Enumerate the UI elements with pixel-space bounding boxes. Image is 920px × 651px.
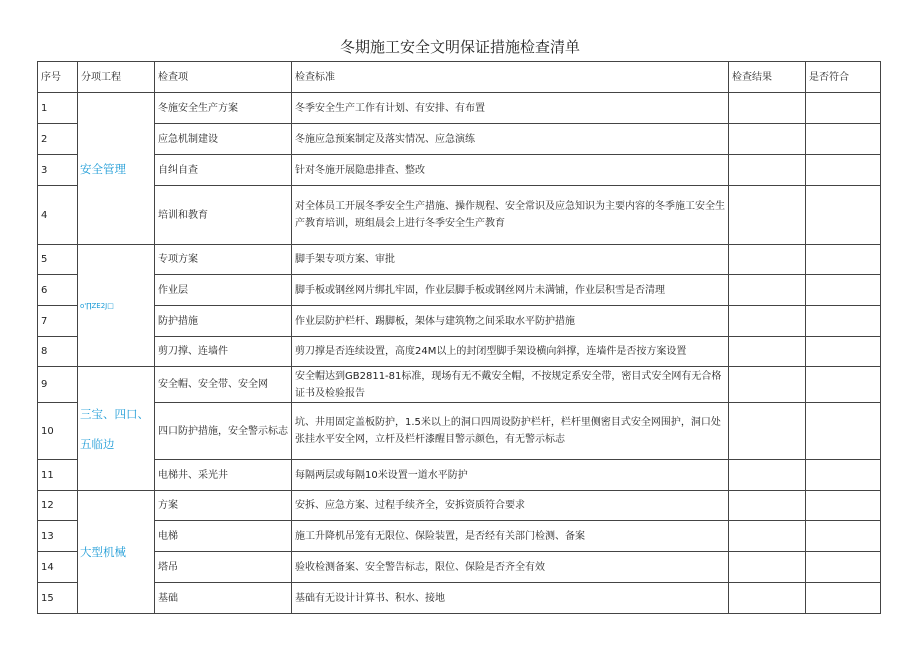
row-result[interactable] [729, 491, 806, 521]
row-no: 2 [38, 124, 78, 155]
table-row [38, 275, 881, 306]
row-conform[interactable] [806, 403, 881, 460]
row-standard: 冬季安全生产工作有计划、有安排、有布置 [292, 93, 729, 124]
row-conform[interactable] [806, 306, 881, 337]
row-result[interactable] [729, 552, 806, 583]
category-safety-management: 安全管理 [78, 93, 155, 245]
row-conform[interactable] [806, 552, 881, 583]
row-result[interactable] [729, 460, 806, 491]
row-standard: 基础有无设计计算书、积水、接地 [292, 583, 729, 614]
row-result[interactable] [729, 521, 806, 552]
row-result[interactable] [729, 306, 806, 337]
row-standard: 验收检测备案、安全警告标志，限位、保险是否齐全有效 [292, 552, 729, 583]
header-item: 检查项 [155, 62, 292, 93]
row-no: 5 [38, 245, 78, 275]
row-result[interactable] [729, 245, 806, 275]
row-standard: 坑、井用固定盖板防护，1.5米以上的洞口四周设防护栏杆，栏杆里侧密目式安全网围护，洞口处张挂水平安全网，立杆及栏杆漆醒目警示颜色，有无警示标志 [292, 403, 729, 460]
row-conform[interactable] [806, 155, 881, 186]
row-standard: 施工升降机吊笼有无限位、保险装置，是否经有关部门检测、备案 [292, 521, 729, 552]
row-item: 塔吊 [155, 552, 292, 583]
row-conform[interactable] [806, 583, 881, 614]
table-row [38, 306, 881, 337]
row-conform[interactable] [806, 460, 881, 491]
row-item: 方案 [155, 491, 292, 521]
table-row [38, 491, 881, 521]
table-row [38, 552, 881, 583]
row-conform[interactable] [806, 275, 881, 306]
row-no: 15 [38, 583, 78, 614]
row-no: 4 [38, 186, 78, 245]
row-result[interactable] [729, 275, 806, 306]
row-no: 1 [38, 93, 78, 124]
header-standard: 检查标准 [292, 62, 729, 93]
row-no: 6 [38, 275, 78, 306]
row-standard: 每隔两层或每隔10米设置一道水平防护 [292, 460, 729, 491]
row-standard: 对全体员工开展冬季安全生产措施、操作规程、安全常识及应急知识为主要内容的冬季施工安全生产教育培训，班组晨会上进行冬季安全生产教育 [292, 186, 729, 245]
row-standard: 安全帽达到GB2811-81标准，现场有无不戴安全帽，不按规定系安全带，密目式安全网有无合格证书及检验报告 [292, 367, 729, 403]
row-result[interactable] [729, 124, 806, 155]
row-standard: 冬施应急预案制定及落实情况、应急演练 [292, 124, 729, 155]
row-no: 14 [38, 552, 78, 583]
row-item: 专项方案 [155, 245, 292, 275]
row-item: 培训和教育 [155, 186, 292, 245]
row-conform[interactable] [806, 245, 881, 275]
row-standard: 脚手架专项方案、审批 [292, 245, 729, 275]
category-three-four-five-line1: 三宝、四口、 [80, 406, 149, 421]
header-row [38, 62, 881, 93]
row-conform[interactable] [806, 521, 881, 552]
category-three-four-five-line2: 五临边 [80, 436, 115, 451]
row-item: 自纠自查 [155, 155, 292, 186]
row-no: 13 [38, 521, 78, 552]
row-item: 电梯 [155, 521, 292, 552]
row-item: 基础 [155, 583, 292, 614]
table-row [38, 583, 881, 614]
row-result[interactable] [729, 403, 806, 460]
row-conform[interactable] [806, 93, 881, 124]
row-item: 防护措施 [155, 306, 292, 337]
table-row [38, 186, 881, 245]
row-item: 应急机制建设 [155, 124, 292, 155]
row-item: 冬施安全生产方案 [155, 93, 292, 124]
table-row [38, 460, 881, 491]
row-no: 10 [38, 403, 78, 460]
table-row [38, 403, 881, 460]
row-standard: 作业层防护栏杆、踢脚板，架体与建筑物之间采取水平防护措施 [292, 306, 729, 337]
row-no: 11 [38, 460, 78, 491]
inspection-table [37, 61, 881, 614]
category-scaffold: o'∏ZE2J□ [78, 245, 155, 367]
row-no: 12 [38, 491, 78, 521]
row-no: 7 [38, 306, 78, 337]
row-result[interactable] [729, 337, 806, 367]
row-item: 作业层 [155, 275, 292, 306]
row-item: 安全帽、安全带、安全网 [155, 367, 292, 403]
row-conform[interactable] [806, 124, 881, 155]
row-result[interactable] [729, 155, 806, 186]
header-no: 序号 [38, 62, 78, 93]
table-row [38, 367, 881, 403]
category-three-four-five [78, 367, 155, 491]
row-result[interactable] [729, 367, 806, 403]
document-title: 冬期施工安全文明保证措施检查清单 [339, 38, 580, 56]
table-row [38, 245, 881, 275]
row-result[interactable] [729, 93, 806, 124]
row-conform[interactable] [806, 491, 881, 521]
row-standard: 安拆、应急方案、过程手续齐全，安拆资质符合要求 [292, 491, 729, 521]
row-standard: 剪刀撑是否连续设置，高度24M以上的封闭型脚手架设横向斜撑，连墙件是否按方案设置 [292, 337, 729, 367]
header-conform: 是否符合 [806, 62, 881, 93]
table-row [38, 521, 881, 552]
row-no: 9 [38, 367, 78, 403]
row-no: 8 [38, 337, 78, 367]
row-result[interactable] [729, 583, 806, 614]
row-no: 3 [38, 155, 78, 186]
header-category: 分项工程 [78, 62, 155, 93]
row-item: 剪刀撑、连墙件 [155, 337, 292, 367]
row-conform[interactable] [806, 337, 881, 367]
row-conform[interactable] [806, 186, 881, 245]
row-item: 电梯井、采光井 [155, 460, 292, 491]
row-conform[interactable] [806, 367, 881, 403]
table-row [38, 93, 881, 124]
category-machinery: 大型机械 [78, 491, 155, 614]
header-result: 检查结果 [729, 62, 806, 93]
table-row [38, 337, 881, 367]
row-item: 四口防护措施，安全警示标志 [155, 403, 292, 460]
row-standard: 脚手板或钢丝网片绑扎牢固，作业层脚手板或钢丝网片未满铺，作业层积雪是否清理 [292, 275, 729, 306]
row-standard: 针对冬施开展隐患排查、整改 [292, 155, 729, 186]
table-row [38, 124, 881, 155]
table-row [38, 155, 881, 186]
row-result[interactable] [729, 186, 806, 245]
